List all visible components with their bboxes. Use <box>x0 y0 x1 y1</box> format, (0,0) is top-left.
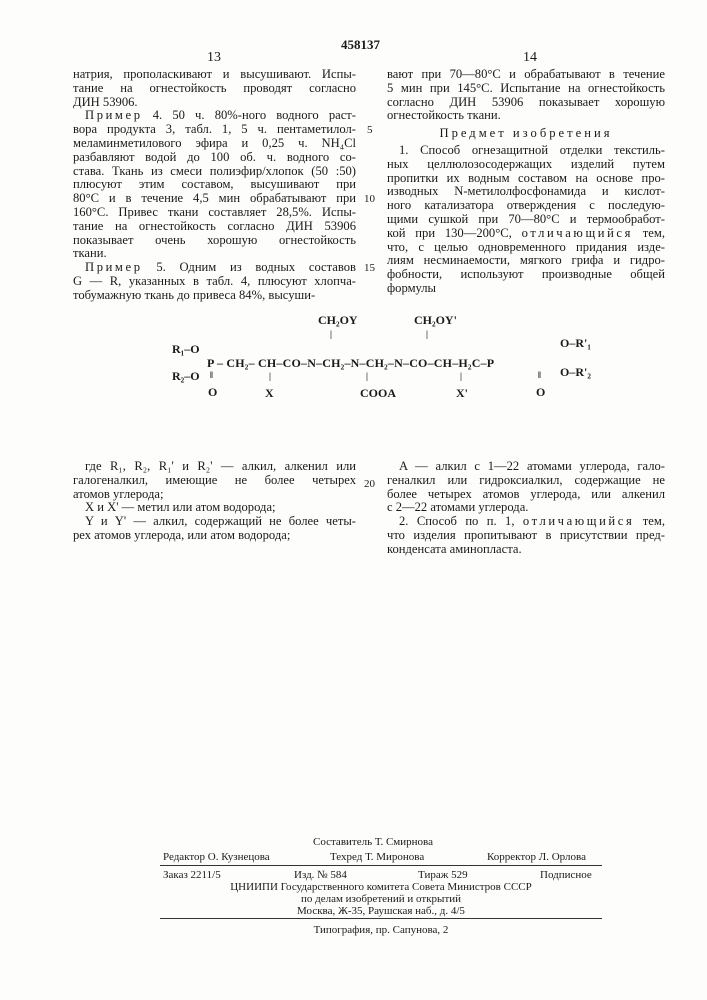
formula-bond: | <box>366 371 368 381</box>
text-line: става. Ткань из смеси полиэфир/хлопок (50 :50) <box>73 165 356 179</box>
subscription: Подписное <box>540 869 592 881</box>
publisher-dept: по делам изобретений и открытий <box>160 893 602 905</box>
formula-ch2oy-prime: CH₂OY' <box>414 313 457 328</box>
compiler: Составитель Т. Смирнова <box>313 836 433 848</box>
formula-r1o: R₁–O <box>172 342 200 357</box>
paragraph <box>73 501 356 515</box>
text-line: лиям несминаемости, мягкого грифа и гидро- <box>387 254 665 268</box>
formula-ch2oy: CH₂OY <box>318 313 358 328</box>
page-number-right: 14 <box>523 50 537 66</box>
line-number: 10 <box>364 193 375 205</box>
text-segment: тем, <box>633 226 665 240</box>
section-heading: Предмет изобретения <box>387 127 665 141</box>
text-segment: тем, <box>634 514 665 528</box>
editor: Редактор О. Кузнецова <box>163 851 270 863</box>
text-line: фобности, используют производные общей <box>387 268 665 282</box>
text-line <box>73 109 356 123</box>
text-line: конденсата аминопласта. <box>387 543 665 557</box>
formula-r2o: R₂–O <box>172 369 200 384</box>
text-line: меламинметилового эфира и 0,25 ч. NH₄Cl <box>73 137 356 151</box>
formula-or2: O–R'₂ <box>560 365 591 380</box>
right-column-bottom <box>387 460 665 557</box>
text-line: A — алкил с 1—22 атомами углерода, гало- <box>387 460 665 474</box>
paragraph <box>387 68 665 123</box>
paragraph <box>387 144 665 296</box>
publisher-org: ЦНИИПИ Государственного комитета Совета Министров СССР <box>160 881 602 893</box>
formula-double-bond: ‖ <box>210 370 213 380</box>
text-line: тание на огнестойкость проводят согласно <box>73 82 356 96</box>
text-line: тобумажную ткань до привеса 84%, высуши- <box>73 289 356 303</box>
text-line <box>387 515 665 529</box>
order-number: Заказ 2211/5 <box>163 869 221 881</box>
right-text-before <box>387 68 665 123</box>
text-segment: 2. Способ по п. 1, <box>399 514 523 528</box>
text-line: рех атомов углерода, или атом водорода; <box>73 529 356 543</box>
text-line: что изделия пропитывают в присутствии пред- <box>387 529 665 543</box>
spaced-term: отличающийся <box>522 226 633 240</box>
text-line: пропитки их водным составом на основе про- <box>387 172 665 186</box>
text-line: щими сушкой при 70—80°C и термообработ- <box>387 213 665 227</box>
formula-cooa: COOA <box>360 386 396 401</box>
text-line: формулы <box>387 282 665 296</box>
text-line: огнестойкость ткани. <box>387 109 665 123</box>
corrector: Корректор Л. Орлова <box>487 851 586 863</box>
line-number: 15 <box>364 262 375 274</box>
formula-chain: – CH₂– CH–CO–N–CH₂–N–CH₂–N–CO–CH–H₂C–P <box>217 356 494 371</box>
text-segment: 5. Одним из водных составов <box>143 260 356 274</box>
spaced-term: Пример <box>85 108 143 122</box>
formula-or1: O–R'₁ <box>560 336 591 351</box>
text-line: G — R, указанных в табл. 4, плюсуют хлопча- <box>73 275 356 289</box>
spaced-term: отличающийся <box>523 514 634 528</box>
patent-number: 458137 <box>341 37 380 53</box>
text-line: тание на огнестойкость согласно ДИН 53906 <box>73 220 356 234</box>
formula-bond: | <box>330 329 332 339</box>
right-column-top <box>387 68 665 296</box>
formula-x-prime: X' <box>456 386 468 401</box>
text-line <box>73 261 356 275</box>
claims-text <box>387 144 665 296</box>
text-line: вают при 70—80°C и обрабатывают в течение <box>387 68 665 82</box>
paragraph <box>387 515 665 556</box>
text-line: 160°C. Привес ткани составляет 28,5%. Испы- <box>73 206 356 220</box>
text-line: 1. Способ огнезащитной отделки текстиль- <box>387 144 665 158</box>
paragraph <box>73 460 356 501</box>
spaced-term: Пример <box>85 260 143 274</box>
paragraph <box>387 460 665 515</box>
text-line <box>387 227 665 241</box>
formula-bond: | <box>269 371 271 381</box>
printer: Типография, пр. Сапунова, 2 <box>160 924 602 936</box>
formula-p-left: P <box>207 356 214 371</box>
paragraph <box>73 515 356 543</box>
text-line: галогеналкил, имеющие не более четырех <box>73 474 356 488</box>
left-column-top <box>73 68 356 303</box>
text-line: согласно ДИН 53906 показывает хорошую <box>387 96 665 110</box>
text-line: натрия, прополаскивают и высушивают. Испы- <box>73 68 356 82</box>
left-column-bottom <box>73 460 356 543</box>
formula-double-bond: ‖ <box>538 370 541 380</box>
line-number: 20 <box>364 478 375 490</box>
text-line: более четырех атомов углерода, или алкенил <box>387 488 665 502</box>
text-line: Y и Y' — алкил, содержащий не более четы- <box>73 515 356 529</box>
text-line: 5 мин при 145°C. Испытание на огнестойкость <box>387 82 665 96</box>
text-line: 80°C и в течение 4,5 мин обрабатывают при <box>73 192 356 206</box>
divider <box>160 865 602 866</box>
text-line: изводных N-метилолфосфонамида и кислот- <box>387 185 665 199</box>
paragraph <box>73 109 356 261</box>
text-line: ДИН 53906. <box>73 96 356 110</box>
text-segment: 4. 50 ч. 80%-ного водного раст- <box>143 108 356 122</box>
paragraph <box>73 261 356 302</box>
text-line: атомов углерода; <box>73 488 356 502</box>
text-line: вора продукта 3, табл. 1, 5 ч. пентаметилол- <box>73 123 356 137</box>
techred: Техред Т. Миронова <box>330 851 424 863</box>
formula-o-left: O <box>208 385 217 400</box>
formula-x: X <box>265 386 274 401</box>
text-line: ного катализатора отверждения с последую- <box>387 199 665 213</box>
divider <box>160 918 602 919</box>
formula-bond: | <box>460 371 462 381</box>
circulation: Тираж 529 <box>418 869 468 881</box>
text-line: плюсуют этим составом, высушивают при <box>73 178 356 192</box>
text-line: с 2—22 атомами углерода. <box>387 501 665 515</box>
publisher-address: Москва, Ж-35, Раушская наб., д. 4/5 <box>160 905 602 917</box>
line-number: 5 <box>367 124 373 136</box>
formula-bond: | <box>426 329 428 339</box>
text-line: что, с целью одновременного придания изде- <box>387 241 665 255</box>
text-line: показывает очень хорошую огнестойкость <box>73 234 356 248</box>
text-line: геналкил или гидроксиалкил, содержащие не <box>387 474 665 488</box>
page-number-left: 13 <box>207 50 221 66</box>
text-line: ных целлюлозосодержащих изделий путем <box>387 158 665 172</box>
text-segment: кой при 130—200°C, <box>387 226 522 240</box>
paragraph <box>73 68 356 109</box>
text-line: разбавляют водой до 100 об. ч. водного со- <box>73 151 356 165</box>
text-line: ткани. <box>73 247 356 261</box>
text-line: X и X' — метил или атом водорода; <box>73 501 356 515</box>
edition-number: Изд. № 584 <box>294 869 347 881</box>
formula-o-right: O <box>536 385 545 400</box>
text-line: где R₁, R₂, R₁' и R₂' — алкил, алкенил или <box>73 460 356 474</box>
